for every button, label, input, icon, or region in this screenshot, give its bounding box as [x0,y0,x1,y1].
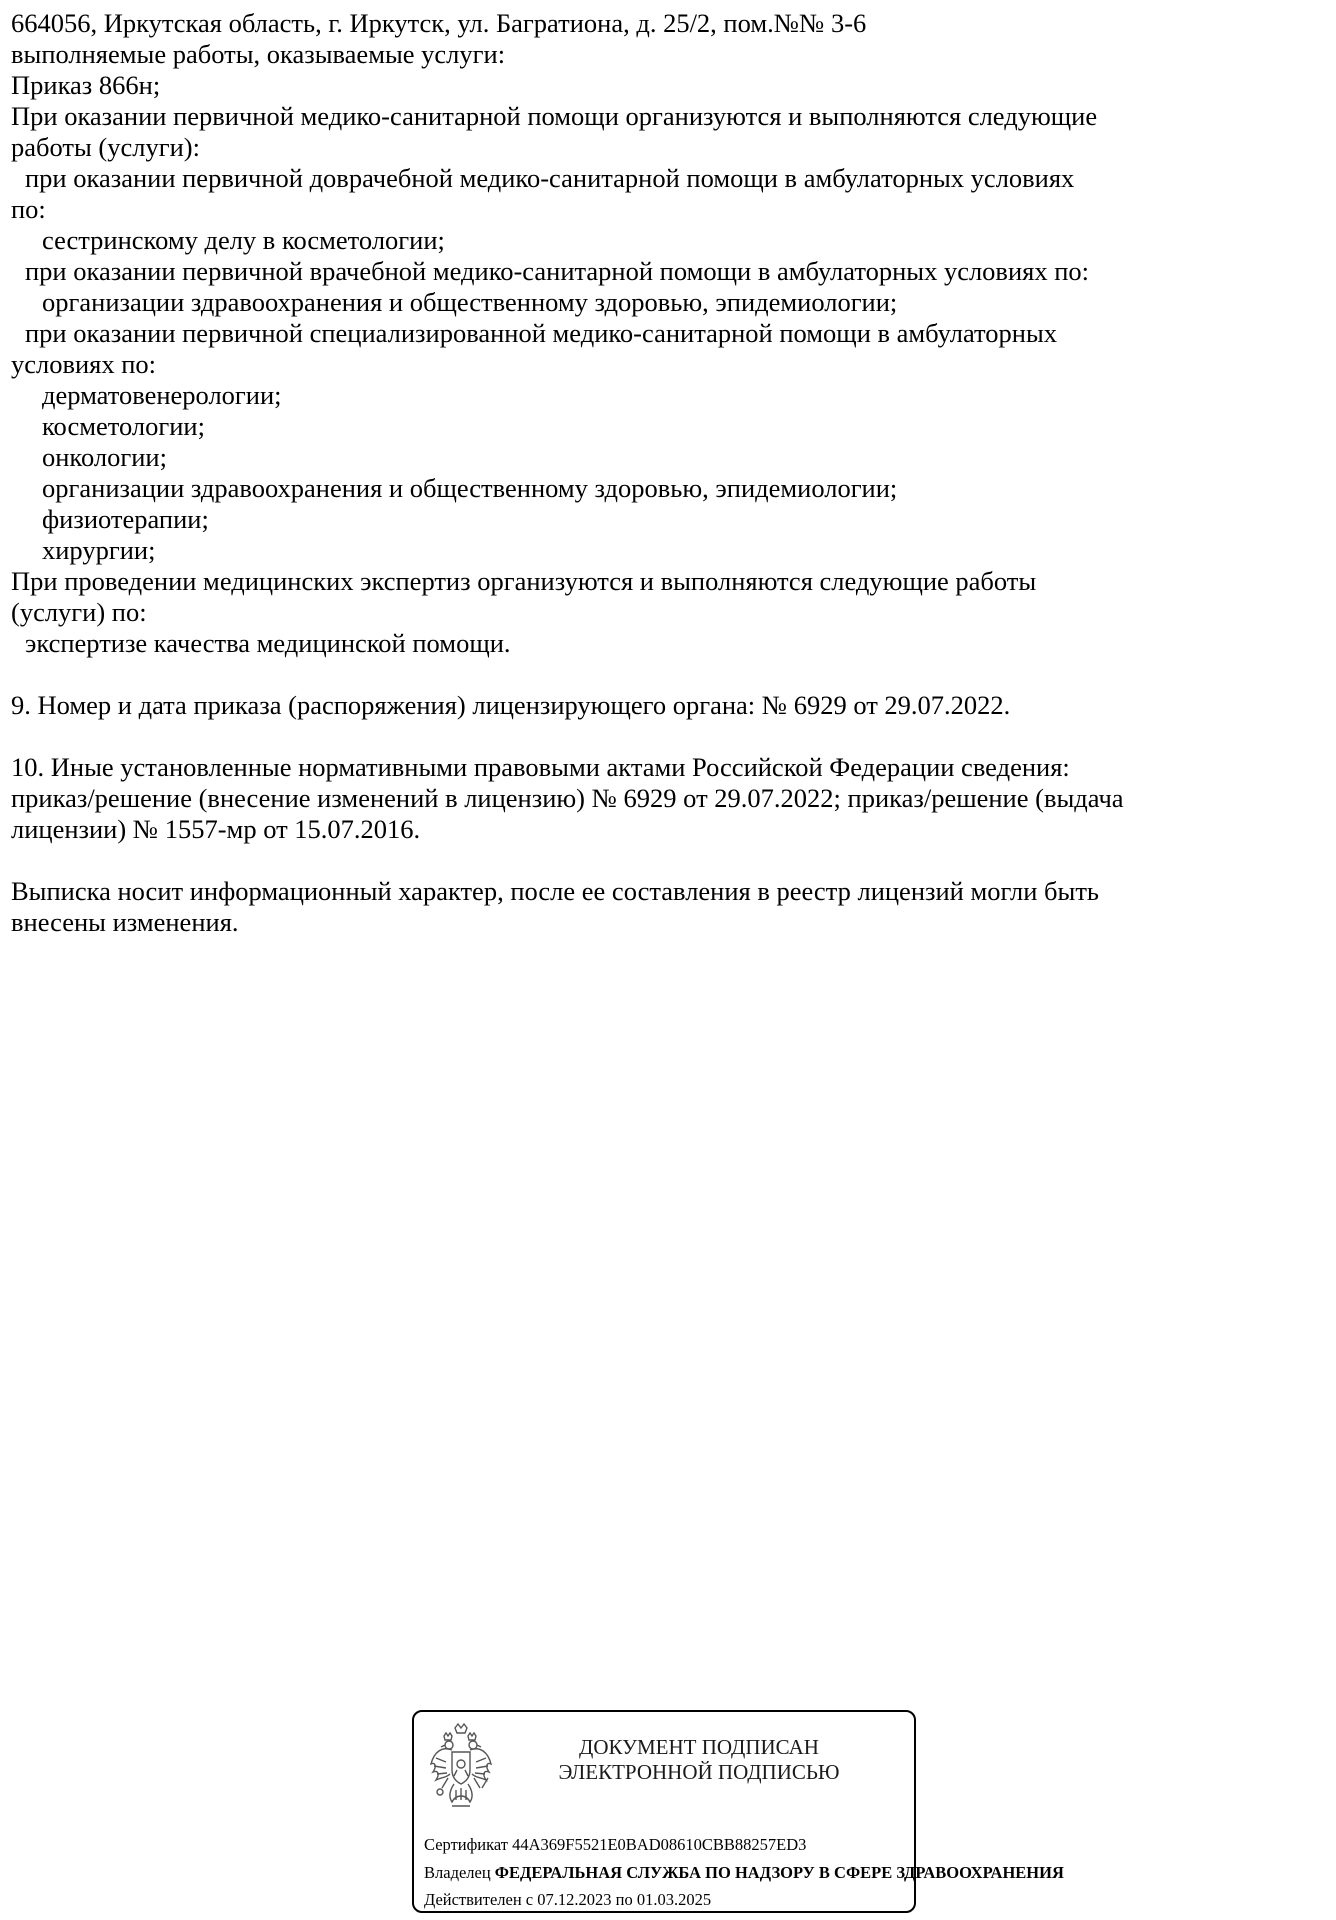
document-line: при оказании первичной специализированной медико-санитарной помощи в амбулаторных [25,318,1058,348]
document-line: работы (услуги): [11,132,200,162]
document-line: экспертизе качества медицинской помощи. [25,628,511,658]
document-line: 664056, Иркутская область, г. Иркутск, ул. Багратиона, д. 25/2, пом.№№ 3-6 [11,8,867,38]
blank-line [11,845,1331,876]
document-line: внесены изменения. [11,907,239,937]
document-line: при оказании первичной доврачебной медико-санитарной помощи в амбулаторных условиях [25,163,1075,193]
document-line: приказ/решение (внесение изменений в лицензию) № 6929 от 29.07.2022; приказ/решение (выдача [11,783,1124,813]
document-line: (услуги) по: [11,597,147,627]
document-body [11,8,1331,938]
document-line: онкологии; [42,442,167,472]
blank-line [11,721,1331,752]
stamp-title-line2: ЭЛЕКТРОННОЙ ПОДПИСЬЮ [558,1760,840,1784]
document-line: косметологии; [42,411,205,441]
document-line: хирургии; [42,535,156,565]
blank-line [11,659,1331,690]
document-line: При проведении медицинских экспертиз организуются и выполняются следующие работы [11,566,1037,596]
document-line: дерматовенерологии; [42,380,282,410]
certificate-row [424,1835,806,1855]
validity-row: Действителен с 07.12.2023 по 01.03.2025 [424,1890,712,1909]
owner-label: Владелец [424,1863,491,1882]
russian-coat-of-arms-icon [428,1722,494,1814]
owner-value: ФЕДЕРАЛЬНАЯ СЛУЖБА ПО НАДЗОРУ В СФЕРЕ ЗДРАВООХРАНЕНИЯ [494,1863,1064,1882]
document-line: при оказании первичной врачебной медико-санитарной помощи в амбулаторных условиях по: [25,256,1089,286]
document-line: Выписка носит информационный характер, после ее составления в реестр лицензий могли быть [11,876,1099,906]
document-line: сестринскому делу в косметологии; [42,225,445,255]
document-line: условиях по: [11,349,157,379]
document-line: по: [11,194,46,224]
document-line: 10. Иные установленные нормативными правовыми актами Российской Федерации сведения: [11,752,1070,782]
document-line: Приказ 866н; [11,70,161,100]
document-line: организации здравоохранения и общественному здоровью, эпидемиологии; [42,473,898,503]
document-line: организации здравоохранения и общественному здоровью, эпидемиологии; [42,287,898,317]
document-line: 9. Номер и дата приказа (распоряжения) лицензирующего органа: № 6929 от 29.07.2022. [11,690,1011,720]
certificate-label: Сертификат [424,1835,508,1854]
document-line: При оказании первичной медико-санитарной помощи организуются и выполняются следующие [11,101,1098,131]
electronic-signature-stamp [412,1710,1064,1913]
owner-row [424,1863,1064,1883]
certificate-value: 44A369F5521E0BAD08610CBB88257ED3 [512,1835,807,1854]
document-line: выполняемые работы, оказываемые услуги: [11,39,506,69]
document-line: физиотерапии; [42,504,209,534]
document-line: лицензии) № 1557-мр от 15.07.2016. [11,814,421,844]
stamp-title-line1: ДОКУМЕНТ ПОДПИСАН [579,1735,819,1759]
